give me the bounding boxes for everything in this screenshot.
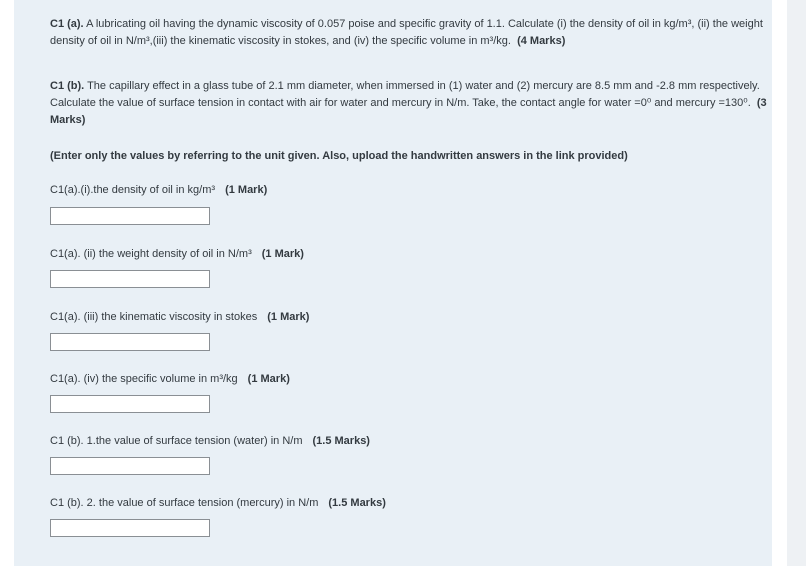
question-a-text — [50, 16, 780, 50]
question-b-text — [50, 78, 780, 129]
question-a-id: C1 (a). — [50, 18, 84, 30]
answer-3-label-text: C1(a). (iii) the kinematic viscosity in stokes — [50, 311, 258, 323]
answer-3-marks: (1 Mark) — [267, 311, 310, 323]
answer-5-input[interactable] — [50, 457, 210, 475]
answer-2-marks: (1 Mark) — [261, 248, 304, 260]
instruction-text: (Enter only the values by referring to the unit given. Also, upload the handwritten answers in the link provided) — [50, 150, 628, 162]
answer-2-label-text: C1(a). (ii) the weight density of oil in N/m³ — [50, 248, 252, 260]
answer-3-input[interactable] — [50, 333, 210, 351]
answer-3-label — [50, 311, 309, 323]
scrollbar-track[interactable] — [787, 0, 806, 566]
answer-6-label — [50, 497, 386, 509]
answer-1-label-text: C1(a).(i).the density of oil in kg/m³ — [50, 184, 216, 196]
answer-4-label — [50, 373, 290, 385]
question-b-marks: (3 Marks) — [50, 97, 767, 126]
answer-6-input[interactable] — [50, 519, 210, 537]
answer-5-label — [50, 435, 370, 447]
question-b-id: C1 (b). — [50, 80, 85, 92]
answer-2-input[interactable] — [50, 270, 210, 288]
question-panel — [14, 0, 772, 566]
answer-1-label — [50, 184, 267, 196]
question-a-marks: (4 Marks) — [517, 35, 566, 47]
answer-4-label-text: C1(a). (iv) the specific volume in m³/kg — [50, 373, 238, 385]
answer-5-marks: (1.5 Marks) — [312, 435, 370, 447]
answer-6-marks: (1.5 Marks) — [328, 497, 386, 509]
answer-6-label-text: C1 (b). 2. the value of surface tension (mercury) in N/m — [50, 497, 319, 509]
answer-4-marks: (1 Mark) — [247, 373, 290, 385]
answer-1-input[interactable] — [50, 207, 210, 225]
answer-2-label — [50, 248, 304, 260]
answer-5-label-text: C1 (b). 1.the value of surface tension (water) in N/m — [50, 435, 303, 447]
question-b-body: The capillary effect in a glass tube of 2.1 mm diameter, when immersed in (1) water and (2) mercury are 8.5 mm and -2.8 mm respectively. Calculate the value of surface tension in contact with air for water and mercury in N/m. Take, the contact angle for water =0⁰ and mercury =130⁰. — [50, 80, 760, 109]
question-a-body: A lubricating oil having the dynamic viscosity of 0.057 poise and specific gravity of 1.1. Calculate (i) the density of oil in kg/m³, (ii) the weight density of oil in N/m³,(iii) the kinematic viscosity in stokes, and (iv) the specific volume in m³/kg. — [50, 18, 763, 47]
answer-4-input[interactable] — [50, 395, 210, 413]
answer-1-marks: (1 Mark) — [225, 184, 268, 196]
